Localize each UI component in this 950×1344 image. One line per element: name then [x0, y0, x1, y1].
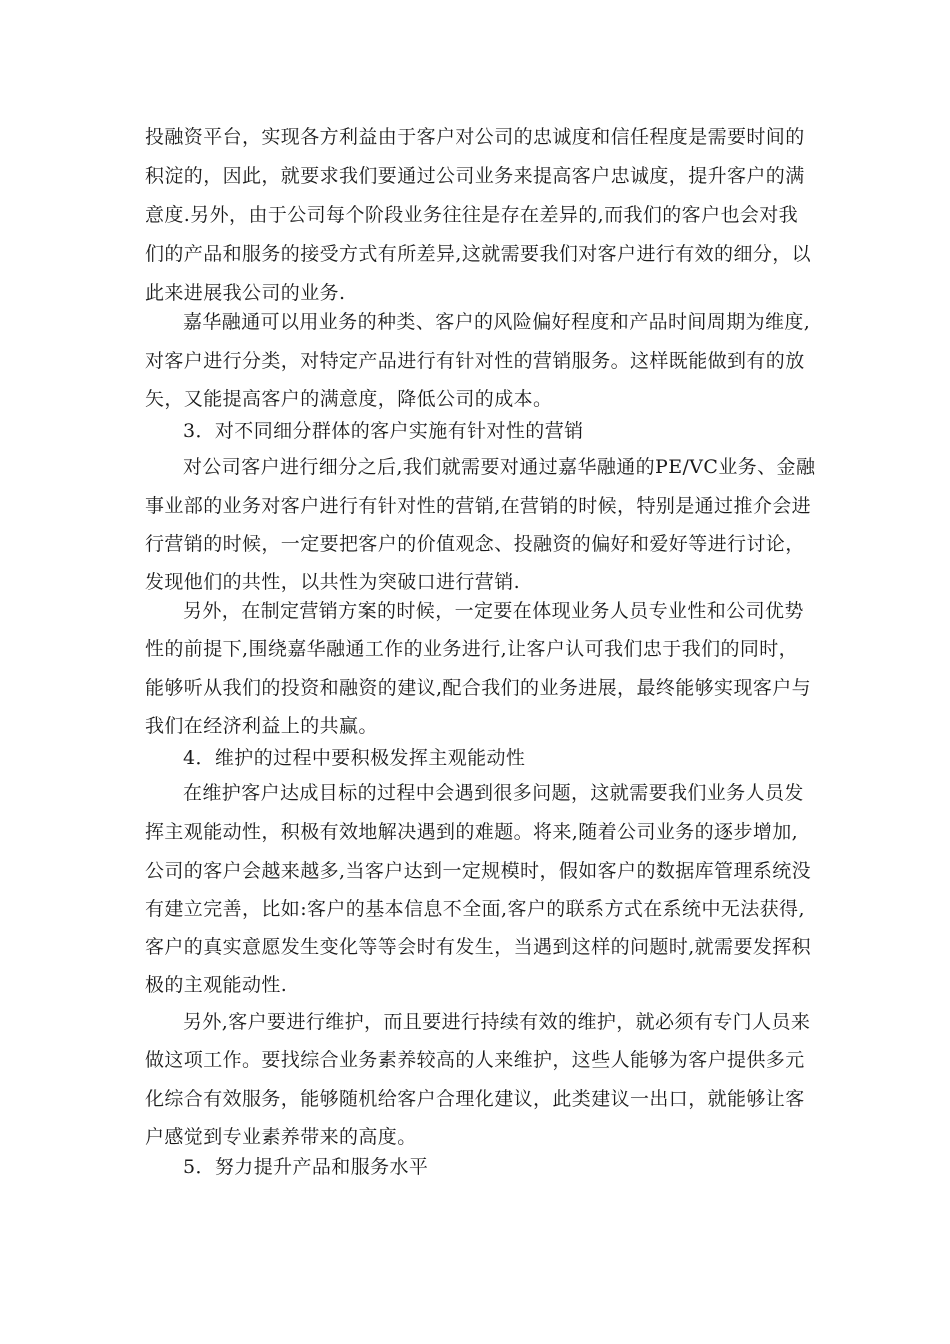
text-line: 积淀的，因此，就要求我们要通过公司业务来提高客户忠诚度，提升客户的满	[145, 165, 805, 187]
text-line: 发现他们的共性，以共性为突破口进行营销.	[145, 571, 521, 593]
paragraph-first-line: 另外，在制定营销方案的时候，一定要在体现业务人员专业性和公司优势	[183, 600, 804, 622]
section-heading: 5．努力提升产品和服务水平	[183, 1156, 429, 1178]
text-line: 做这项工作。要找综合业务素养较高的人来维护，这些人能够为客户提供多元	[145, 1049, 805, 1071]
text-line: 事业部的业务对客户进行有针对性的营销,在营销的时候，特别是通过推介会进	[145, 495, 812, 517]
text-line: 意度.另外，由于公司每个阶段业务往往是存在差异的,而我们的客户也会对我	[145, 204, 799, 226]
text-line: 对客户进行分类，对特定产品进行有针对性的营销服务。这样既能做到有的放	[145, 350, 805, 372]
paragraph-first-line: 嘉华融通可以用业务的种类、客户的风险偏好程度和产品时间周期为维度,	[183, 311, 811, 333]
text-line: 能够听从我们的投资和融资的建议,配合我们的业务进展，最终能够实现客户与	[145, 677, 812, 699]
paragraph-first-line: 对公司客户进行细分之后,我们就需要对通过嘉华融通的PE/VC业务、金融	[183, 456, 816, 478]
text-line: 化综合有效服务，能够随机给客户合理化建议，此类建议一出口，就能够让客	[145, 1088, 805, 1110]
text-line: 性的前提下,围绕嘉华融通工作的业务进行,让客户认可我们忠于我们的同时，	[145, 638, 799, 660]
text-line: 有建立完善，比如:客户的基本信息不全面,客户的联系方式在系统中无法获得,	[145, 898, 805, 920]
text-line: 极的主观能动性.	[145, 974, 288, 996]
text-line: 行营销的时候，一定要把客户的价值观念、投融资的偏好和爱好等进行讨论，	[145, 533, 805, 555]
text-line: 我们在经济利益上的共赢。	[145, 715, 378, 737]
paragraph-first-line: 在维护客户达成目标的过程中会遇到很多问题，这就需要我们业务人员发	[183, 782, 804, 804]
text-line: 投融资平台，实现各方利益由于客户对公司的忠诚度和信任程度是需要时间的	[145, 126, 805, 148]
section-heading: 3．对不同细分群体的客户实施有针对性的营销	[183, 420, 584, 442]
text-line: 们的产品和服务的接受方式有所差异,这就需要我们对客户进行有效的细分，以	[145, 243, 812, 265]
text-line: 此来进展我公司的业务.	[145, 282, 346, 304]
text-line: 客户的真实意愿发生变化等等会时有发生，当遇到这样的问题时,就需要发挥积	[145, 936, 812, 958]
paragraph-first-line: 另外,客户要进行维护，而且要进行持续有效的维护，就必须有专门人员来	[183, 1011, 811, 1033]
text-line: 矢，又能提高客户的满意度，降低公司的成本。	[145, 388, 553, 410]
text-line: 户感觉到专业素养带来的高度。	[145, 1126, 417, 1148]
section-heading: 4．维护的过程中要积极发挥主观能动性	[183, 747, 526, 769]
text-line: 挥主观能动性，积极有效地解决遇到的难题。将来,随着公司业务的逐步增加,	[145, 821, 799, 843]
text-line: 公司的客户会越来越多,当客户达到一定规模时，假如客户的数据库管理系统没	[145, 860, 812, 882]
